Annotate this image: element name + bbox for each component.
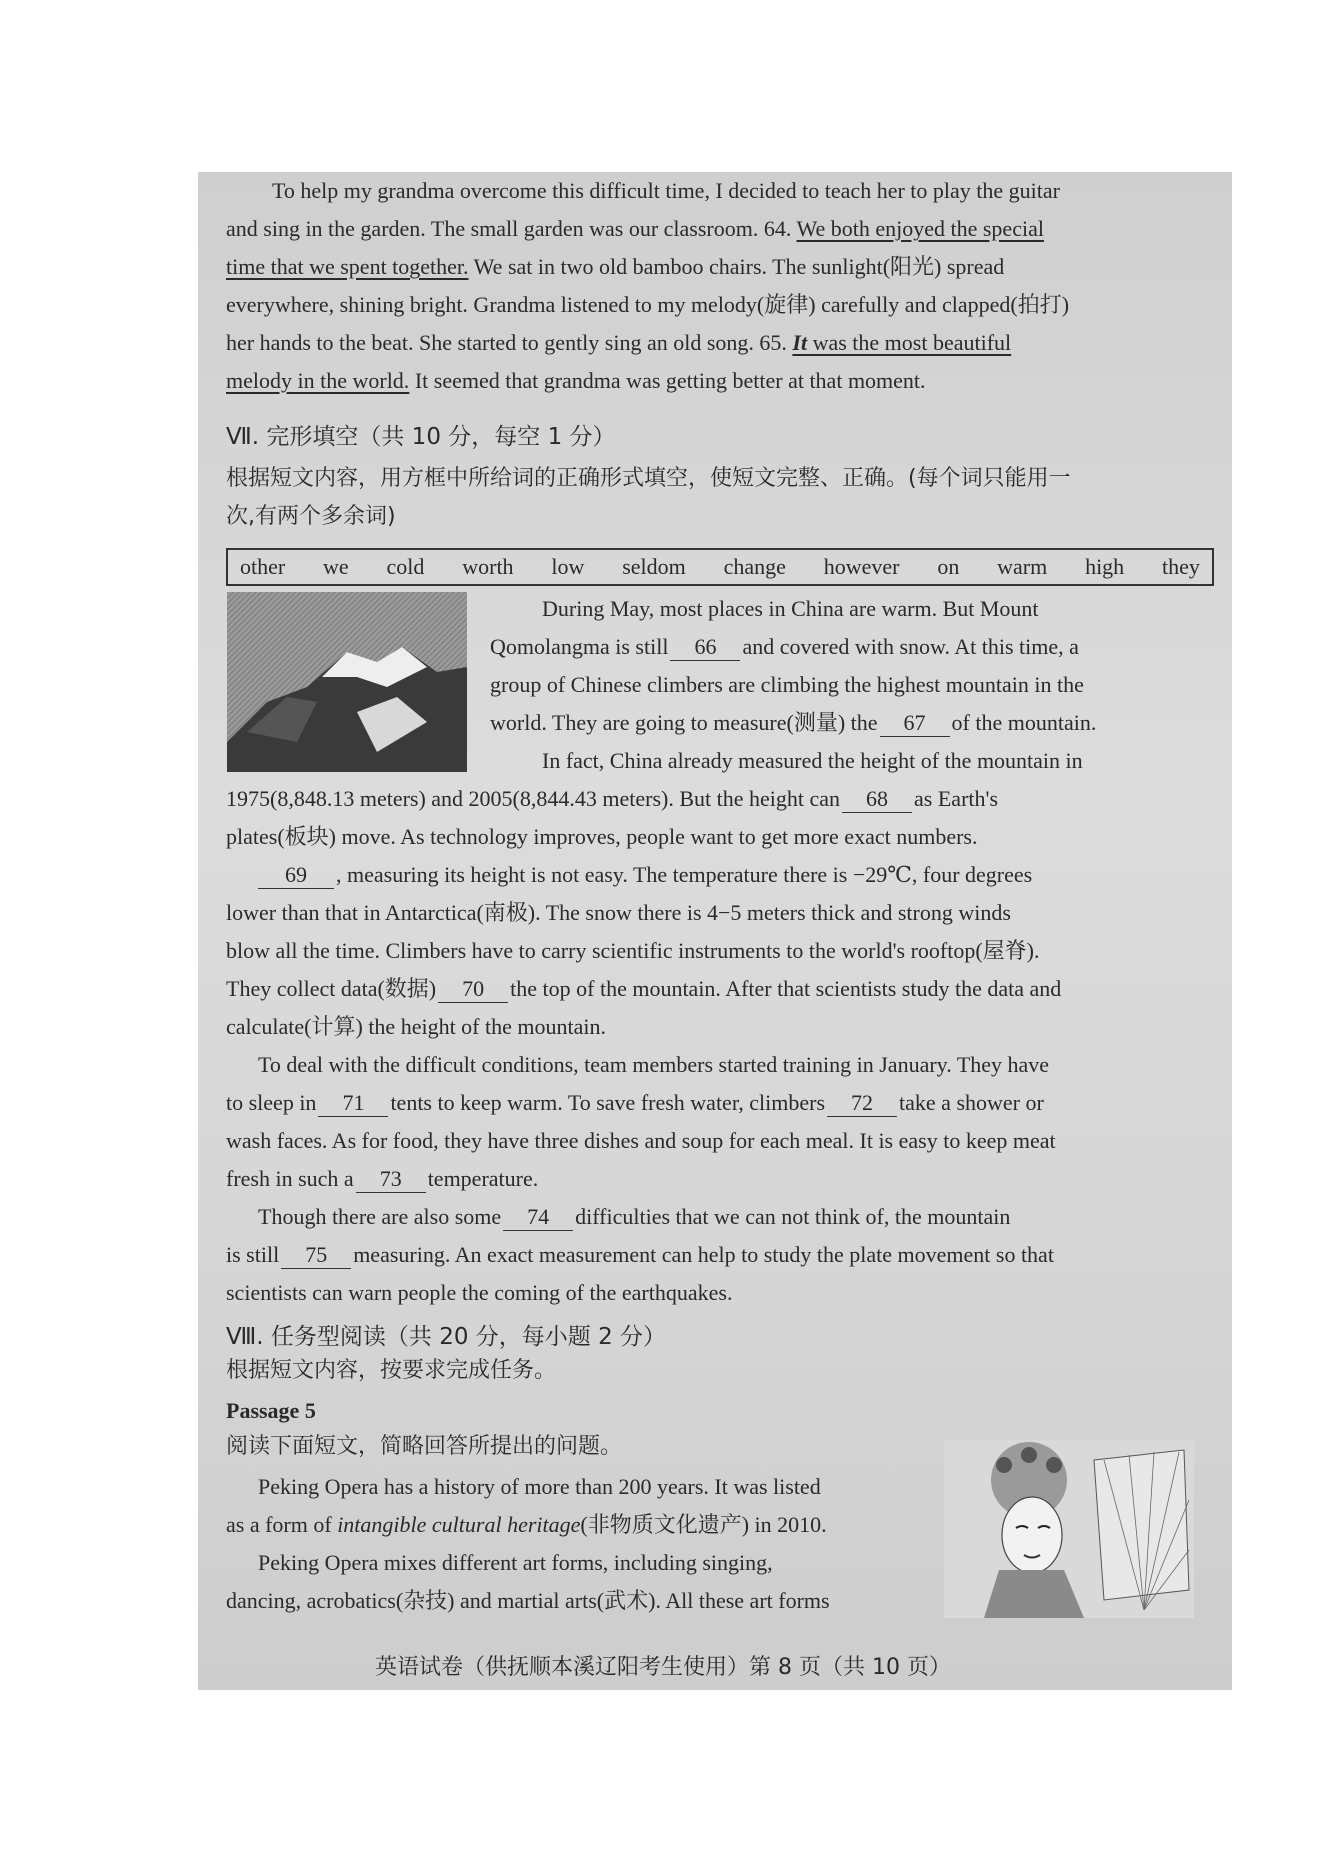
text-line: plates(板块) move. As technology improves, people want to get more exact numbers. xyxy=(226,824,978,849)
text-line: time that we spent together. We sat in two old bamboo chairs. The sunlight(阳光) spread xyxy=(226,254,1005,279)
blank-74[interactable]: 74 xyxy=(503,1204,573,1231)
text-line: To help my grandma overcome this difficult time, I decided to teach her to play the guitar xyxy=(272,178,1060,203)
blank-75[interactable]: 75 xyxy=(281,1242,351,1269)
text-line: world. They are going to measure(测量) the 67 of the mountain. xyxy=(490,710,1097,735)
text-line: to sleep in 71 tents to keep warm. To save fresh water, climbers 72 take a shower or xyxy=(226,1090,1044,1115)
text-line: her hands to the beat. She started to gently sing an old song. 65. It was the most beautiful xyxy=(226,330,1012,355)
text-line: 69 , measuring its height is not easy. The temperature there is −29℃, four degrees xyxy=(226,856,1216,894)
text-line: To deal with the difficult conditions, team members started training in January. They have xyxy=(258,1052,1050,1077)
text-line: blow all the time. Climbers have to carry scientific instruments to the world's rooftop(屋脊). xyxy=(226,938,1040,963)
grandma-paragraph xyxy=(226,172,1216,400)
word-option: cold xyxy=(386,554,425,579)
text-line: Though there are also some 74 difficulties that we can not think of, the mountain xyxy=(258,1204,1011,1229)
cloze-passage xyxy=(226,590,1216,1312)
passage-title: Passage 5 xyxy=(226,1398,316,1423)
text-line: Peking Opera mixes different art forms, including singing, xyxy=(258,1550,773,1575)
page-footer: 英语试卷（供抚顺本溪辽阳考生使用）第 8 页（共 10 页） xyxy=(375,1655,951,1680)
text-line: calculate(计算) the height of the mountain. xyxy=(226,1014,606,1039)
section-7-instruction xyxy=(226,460,1071,536)
blank-70[interactable]: 70 xyxy=(438,976,508,1003)
text-line: scientists can warn people the coming of the earthquakes. xyxy=(226,1280,733,1305)
blank-69[interactable]: 69 xyxy=(258,862,334,889)
text-line: and sing in the garden. The small garden was our classroom. 64. We both enjoyed the special xyxy=(226,216,1044,241)
text-line: 1975(8,848.13 meters) and 2005(8,844.43 meters). But the height can 68 as Earth's xyxy=(226,786,999,811)
instruction-line: 次,有两个多余词) xyxy=(226,504,396,529)
word-option: on xyxy=(937,554,960,579)
text-line: Qomolangma is still 66 and covered with snow. At this time, a xyxy=(490,634,1079,659)
text-line: They collect data(数据) 70 the top of the mountain. After that scientists study the data and xyxy=(226,976,1062,1001)
text-line: group of Chinese climbers are climbing the highest mountain in the xyxy=(490,672,1084,697)
text-line: wash faces. As for food, they have three dishes and soup for each meal. It is easy to keep meat xyxy=(226,1128,1056,1153)
blank-67[interactable]: 67 xyxy=(880,710,950,737)
word-option: they xyxy=(1162,554,1200,579)
word-option: worth xyxy=(462,554,514,579)
word-box xyxy=(226,548,1214,586)
section-8-heading: Ⅷ. 任务型阅读（共 20 分，每小题 2 分） xyxy=(226,1324,667,1350)
text-line: as a form of intangible cultural heritage(非物质文化遗产) in 2010. xyxy=(226,1512,827,1537)
text-line: Peking Opera has a history of more than 200 years. It was listed xyxy=(258,1474,821,1499)
text-line: dancing, acrobatics(杂技) and martial arts(武术). All these art forms xyxy=(226,1588,830,1613)
text-line: During May, most places in China are warm. But Mount xyxy=(542,596,1039,621)
blank-68[interactable]: 68 xyxy=(842,786,912,813)
text-line: everywhere, shining bright. Grandma listened to my melody(旋律) carefully and clapped(拍打) xyxy=(226,292,1070,317)
word-option: we xyxy=(323,554,349,579)
blank-72[interactable]: 72 xyxy=(827,1090,897,1117)
text-line: fresh in such a 73 temperature. xyxy=(226,1166,539,1191)
section-8-instruction: 根据短文内容，按要求完成任务。 xyxy=(226,1358,557,1383)
word-option: however xyxy=(823,554,900,579)
text-line: In fact, China already measured the height of the mountain in xyxy=(542,748,1083,773)
text-line: lower than that in Antarctica(南极). The snow there is 4−5 meters thick and strong winds xyxy=(226,900,1011,925)
instruction-line: 根据短文内容，用方框中所给词的正确形式填空，使短文完整、正确。(每个词只能用一 xyxy=(226,466,1071,491)
text-line: melody in the world. It seemed that grandma was getting better at that moment. xyxy=(226,368,926,393)
word-option: seldom xyxy=(622,554,686,579)
blank-66[interactable]: 66 xyxy=(670,634,740,661)
word-option: low xyxy=(551,554,585,579)
text-line: is still 75 measuring. An exact measurement can help to study the plate movement so that xyxy=(226,1242,1054,1267)
word-option: change xyxy=(723,554,786,579)
opera-passage xyxy=(226,1468,926,1620)
word-option: warm xyxy=(997,554,1048,579)
section-7-heading: Ⅶ. 完形填空（共 10 分，每空 1 分） xyxy=(226,424,616,450)
word-option: high xyxy=(1085,554,1125,579)
blank-73[interactable]: 73 xyxy=(356,1166,426,1193)
passage-instruction: 阅读下面短文，简略回答所提出的问题。 xyxy=(226,1434,623,1459)
peking-opera-illustration xyxy=(944,1440,1194,1618)
word-option: other xyxy=(240,554,286,579)
blank-71[interactable]: 71 xyxy=(318,1090,388,1117)
